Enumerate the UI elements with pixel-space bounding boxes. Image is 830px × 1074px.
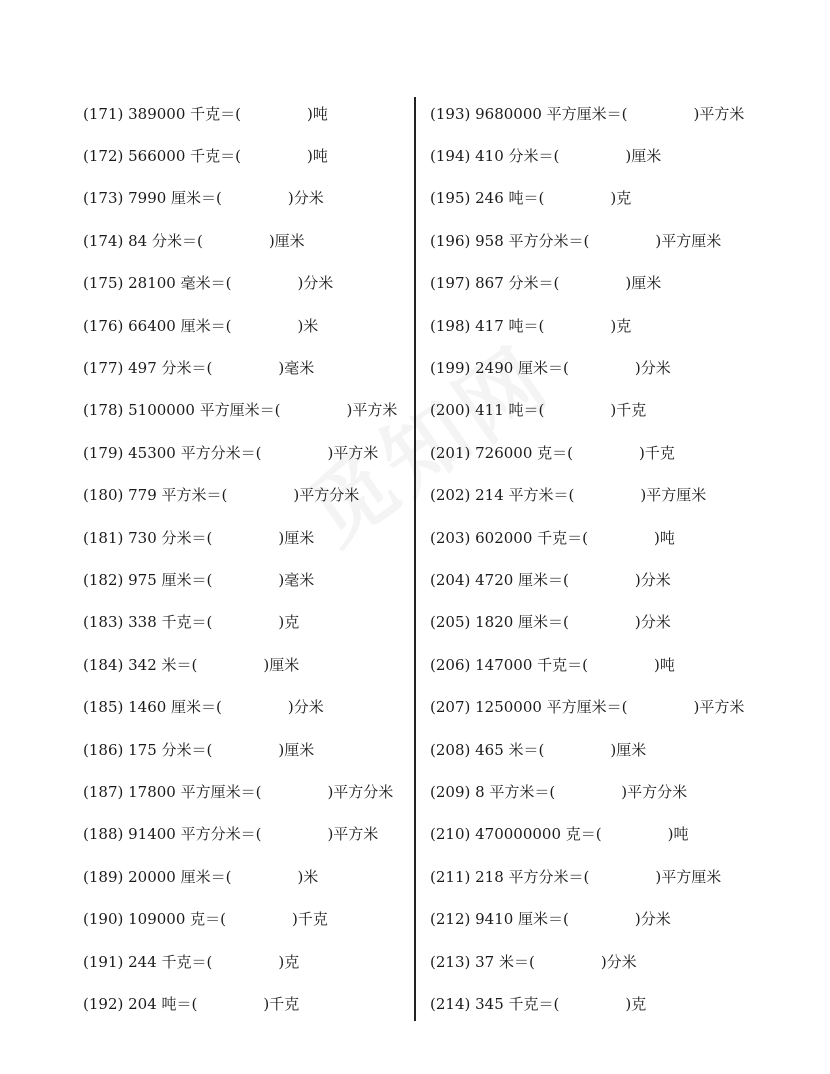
question-item: [83, 855, 408, 897]
target-unit: )分米: [600, 952, 637, 971]
target-unit: )吨: [306, 147, 328, 166]
question-text: (199) 2490 厘米＝(: [430, 359, 569, 378]
question-text: (200) 411 吨＝(: [430, 401, 545, 420]
target-unit: )厘米: [625, 274, 662, 293]
question-text: (207) 1250000 平方厘米＝(: [430, 698, 628, 717]
target-unit: )分米: [634, 570, 671, 589]
question-text: (174) 84 分米＝(: [83, 231, 203, 250]
question-item: [430, 516, 825, 558]
question-text: (208) 465 米＝(: [430, 740, 545, 759]
question-item: [83, 389, 408, 431]
question-item: [430, 474, 825, 516]
target-unit: )厘米: [263, 655, 300, 674]
target-unit: )分米: [634, 359, 671, 378]
question-item: [430, 770, 825, 812]
question-item: [430, 177, 825, 219]
target-unit: )克: [610, 189, 632, 208]
question-item: [83, 940, 408, 982]
question-item: [83, 304, 408, 346]
question-text: (191) 244 千克＝(: [83, 952, 213, 971]
question-text: (210) 470000000 克＝(: [430, 825, 602, 844]
question-text: (205) 1820 厘米＝(: [430, 613, 569, 632]
question-item: [430, 219, 825, 261]
question-text: (209) 8 平方米＝(: [430, 782, 556, 801]
question-item: [83, 262, 408, 304]
target-unit: )平方米: [693, 104, 745, 123]
question-item: [83, 177, 408, 219]
question-text: (176) 66400 厘米＝(: [83, 316, 232, 335]
question-item: [83, 219, 408, 261]
question-item: [430, 855, 825, 897]
question-item: [83, 474, 408, 516]
question-text: (185) 1460 厘米＝(: [83, 698, 222, 717]
target-unit: )千克: [610, 401, 647, 420]
question-item: [430, 304, 825, 346]
question-text: (213) 37 米＝(: [430, 952, 535, 971]
target-unit: )平方厘米: [640, 486, 707, 505]
question-item: [83, 982, 408, 1024]
question-text: (189) 20000 厘米＝(: [83, 867, 232, 886]
target-unit: )千克: [638, 443, 675, 462]
question-item: [83, 643, 408, 685]
question-text: (175) 28100 毫米＝(: [83, 274, 232, 293]
question-text: (201) 726000 克＝(: [430, 443, 573, 462]
right-column: [430, 92, 825, 1025]
question-item: [83, 558, 408, 600]
question-text: (190) 109000 克＝(: [83, 910, 226, 929]
question-item: [430, 940, 825, 982]
question-item: [430, 643, 825, 685]
question-text: (183) 338 千克＝(: [83, 613, 213, 632]
target-unit: )厘米: [268, 231, 305, 250]
question-item: [83, 770, 408, 812]
question-text: (173) 7990 厘米＝(: [83, 189, 222, 208]
target-unit: )厘米: [625, 147, 662, 166]
question-item: [430, 92, 825, 134]
question-item: [83, 897, 408, 939]
target-unit: )平方厘米: [655, 231, 722, 250]
question-item: [83, 813, 408, 855]
question-item: [430, 262, 825, 304]
question-item: [83, 431, 408, 473]
target-unit: )分米: [634, 910, 671, 929]
question-text: (171) 389000 千克＝(: [83, 104, 241, 123]
question-text: (196) 958 平方分米＝(: [430, 231, 590, 250]
question-item: [430, 813, 825, 855]
target-unit: )吨: [653, 528, 675, 547]
target-unit: )分米: [287, 698, 324, 717]
question-item: [430, 346, 825, 388]
target-unit: )平方米: [693, 698, 745, 717]
target-unit: )分米: [287, 189, 324, 208]
question-item: [83, 601, 408, 643]
target-unit: )平方米: [346, 401, 398, 420]
target-unit: )米: [297, 867, 319, 886]
question-text: (203) 602000 千克＝(: [430, 528, 588, 547]
target-unit: )平方分米: [293, 486, 360, 505]
target-unit: )平方分米: [327, 782, 394, 801]
target-unit: )毫米: [278, 570, 315, 589]
question-text: (211) 218 平方分米＝(: [430, 867, 590, 886]
question-item: [430, 897, 825, 939]
target-unit: )克: [610, 316, 632, 335]
question-text: (177) 497 分米＝(: [83, 359, 213, 378]
question-text: (212) 9410 厘米＝(: [430, 910, 569, 929]
question-text: (186) 175 分米＝(: [83, 740, 213, 759]
question-text: (193) 9680000 平方厘米＝(: [430, 104, 628, 123]
question-item: [430, 685, 825, 727]
question-item: [83, 516, 408, 558]
target-unit: )克: [278, 613, 300, 632]
question-item: [83, 685, 408, 727]
question-item: [83, 134, 408, 176]
question-text: (181) 730 分米＝(: [83, 528, 213, 547]
question-text: (184) 342 米＝(: [83, 655, 198, 674]
question-text: (214) 345 千克＝(: [430, 994, 560, 1013]
question-item: [83, 728, 408, 770]
question-text: (204) 4720 厘米＝(: [430, 570, 569, 589]
question-text: (187) 17800 平方厘米＝(: [83, 782, 262, 801]
target-unit: )克: [278, 952, 300, 971]
question-item: [430, 601, 825, 643]
target-unit: )克: [625, 994, 647, 1013]
question-text: (172) 566000 千克＝(: [83, 147, 241, 166]
question-item: [430, 389, 825, 431]
target-unit: )吨: [306, 104, 328, 123]
question-item: [430, 728, 825, 770]
question-text: (188) 91400 平方分米＝(: [83, 825, 262, 844]
question-text: (194) 410 分米＝(: [430, 147, 560, 166]
target-unit: )毫米: [278, 359, 315, 378]
target-unit: )吨: [653, 655, 675, 674]
question-text: (192) 204 吨＝(: [83, 994, 198, 1013]
question-text: (195) 246 吨＝(: [430, 189, 545, 208]
target-unit: )厘米: [610, 740, 647, 759]
question-text: (197) 867 分米＝(: [430, 274, 560, 293]
question-text: (178) 5100000 平方厘米＝(: [83, 401, 281, 420]
question-text: (180) 779 平方米＝(: [83, 486, 228, 505]
question-item: [83, 346, 408, 388]
target-unit: )千克: [263, 994, 300, 1013]
question-text: (179) 45300 平方分米＝(: [83, 443, 262, 462]
target-unit: )厘米: [278, 740, 315, 759]
question-item: [430, 134, 825, 176]
target-unit: )千克: [291, 910, 328, 929]
target-unit: )平方分米: [621, 782, 688, 801]
left-column: [83, 92, 408, 1025]
target-unit: )平方米: [327, 443, 379, 462]
target-unit: )厘米: [278, 528, 315, 547]
target-unit: )平方厘米: [655, 867, 722, 886]
question-item: [83, 92, 408, 134]
target-unit: )米: [297, 316, 319, 335]
target-unit: )平方米: [327, 825, 379, 844]
target-unit: )分米: [297, 274, 334, 293]
question-text: (198) 417 吨＝(: [430, 316, 545, 335]
target-unit: )吨: [667, 825, 689, 844]
column-divider: [414, 97, 416, 1021]
question-text: (182) 975 厘米＝(: [83, 570, 213, 589]
question-item: [430, 982, 825, 1024]
question-text: (202) 214 平方米＝(: [430, 486, 575, 505]
question-item: [430, 558, 825, 600]
target-unit: )分米: [634, 613, 671, 632]
question-text: (206) 147000 千克＝(: [430, 655, 588, 674]
question-item: [430, 431, 825, 473]
